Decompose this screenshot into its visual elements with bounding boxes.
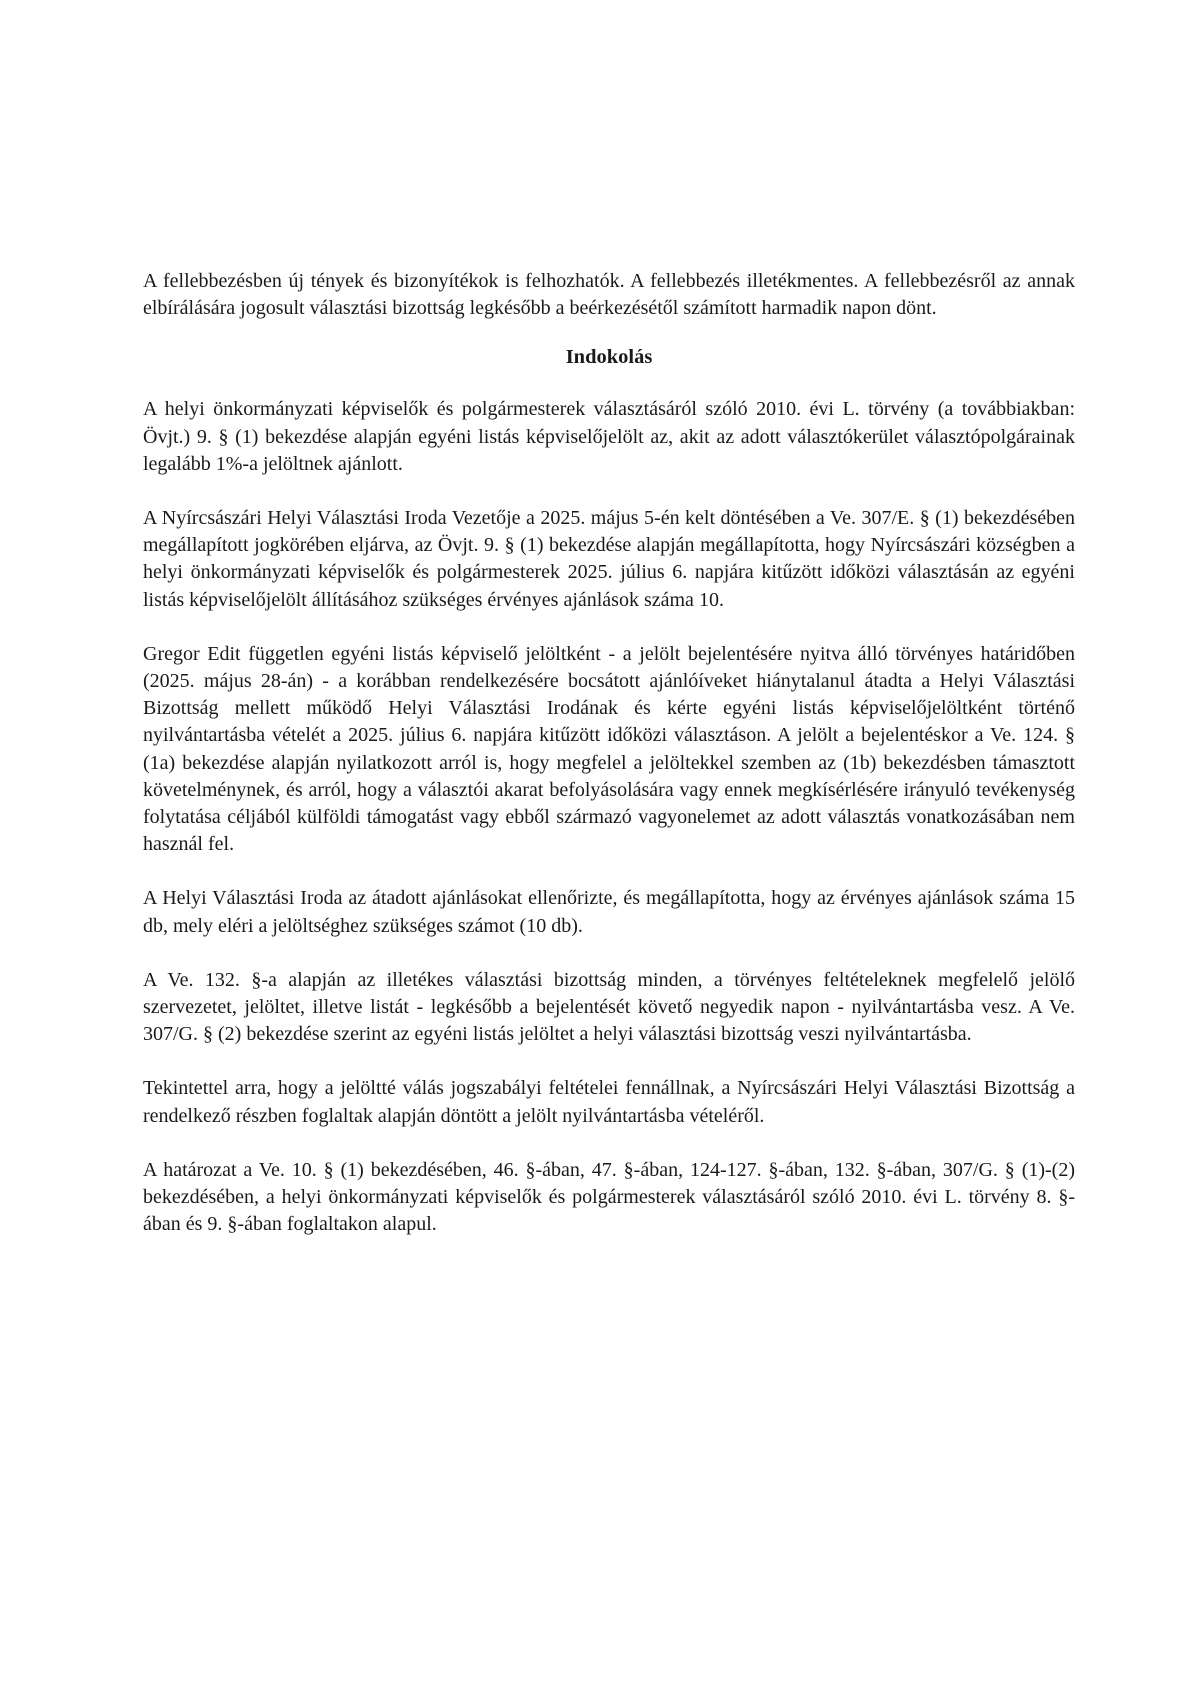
body-paragraph: A határozat a Ve. 10. § (1) bekezdésében, 46. §-ában, 47. §-ában, 124-127. §-ában, 132. §-ában, 307/G. § (1)-(2) bekezdésében, a helyi önkormányzati képviselők és polgármesterek választásáról szóló 2010. évi L. törvény 8. §-ában és 9. §-ában foglaltakon alapul. [143, 1158, 1075, 1236]
body-paragraph: Gregor Edit független egyéni listás képviselő jelöltként - a jelölt bejelentésére nyitva álló törvényes határidőben (2025. május 28-án) - a korábban rendelkezésére bocsátott ajánlóíveket hiánytalanul átadta a Helyi Választási Bizottság mellett működő Helyi Választási Irodának és kérte egyéni listás képviselőjelöltként történő nyilvántartásba vételét a 2025. július 6. napjára kitűzött időközi választáson. A jelölt a bejelentéskor a Ve. 124. § (1a) bekezdése alapján nyilatkozott arról is, hogy megfelel a jelöltekkel szemben az (1b) bekezdésben támasztott követelménynek, és arról, hogy a választói akarat befolyásolására vagy ennek megkísérlésére irányuló tevékenység folytatása céljából külföldi támogatást vagy ebből származó vagyonelemet az adott választás vonatkozásában nem használ fel. [143, 642, 1075, 856]
section-heading: Indokolás [565, 346, 653, 369]
body-paragraph: A Helyi Választási Iroda az átadott ajánlásokat ellenőrizte, és megállapította, hogy az érvényes ajánlások száma 15 db, mely eléri a jelöltséghez szükséges számot (10 db). [143, 887, 1075, 937]
document-page [143, 268, 1075, 1238]
body-paragraph: A Nyírcsászári Helyi Választási Iroda Vezetője a 2025. május 5-én kelt döntésében a Ve. 307/E. § (1) bekezdésében megállapított jogkörében eljárva, az Övjt. 9. § (1) bekezdése alapján megállapította, hogy Nyírcsászári községben a helyi önkormányzati képviselők és polgármesterek 2025. július 6. napjára kitűzött időközi választásán az egyéni listás képviselőjelölt állításához szükséges érvényes ajánlások száma 10. [143, 507, 1075, 611]
body-paragraph: Tekintettel arra, hogy a jelöltté válás jogszabályi feltételei fennállnak, a Nyírcsászári Helyi Választási Bizottság a rendelkező részben foglaltak alapján döntött a jelölt nyilvántartásba vételéről. [143, 1077, 1075, 1127]
body-paragraph: A helyi önkormányzati képviselők és polgármesterek választásáról szóló 2010. évi L. törvény (a továbbiakban: Övjt.) 9. § (1) bekezdése alapján egyéni listás képviselőjelölt az, akit az adott választókerület választópolgárainak legalább 1%-a jelöltnek ajánlott. [143, 398, 1075, 475]
intro-paragraph: A fellebbezésben új tények és bizonyítékok is felhozhatók. A fellebbezés illetékmentes. A fellebbezésről az annak elbírálására jogosult választási bizottság legkésőbb a beérkezésétől számított harmadik napon dönt. [143, 270, 1075, 320]
body-paragraph: A Ve. 132. §-a alapján az illetékes választási bizottság minden, a törvényes feltételeknek megfelelő jelölő szervezetet, jelöltet, illetve listát - legkésőbb a bejelentését követő negyedik napon - nyilvántartásba vesz. A Ve. 307/G. § (2) bekezdése szerint az egyéni listás jelöltet a helyi választási bizottság veszi nyilvántartásba. [143, 968, 1075, 1046]
